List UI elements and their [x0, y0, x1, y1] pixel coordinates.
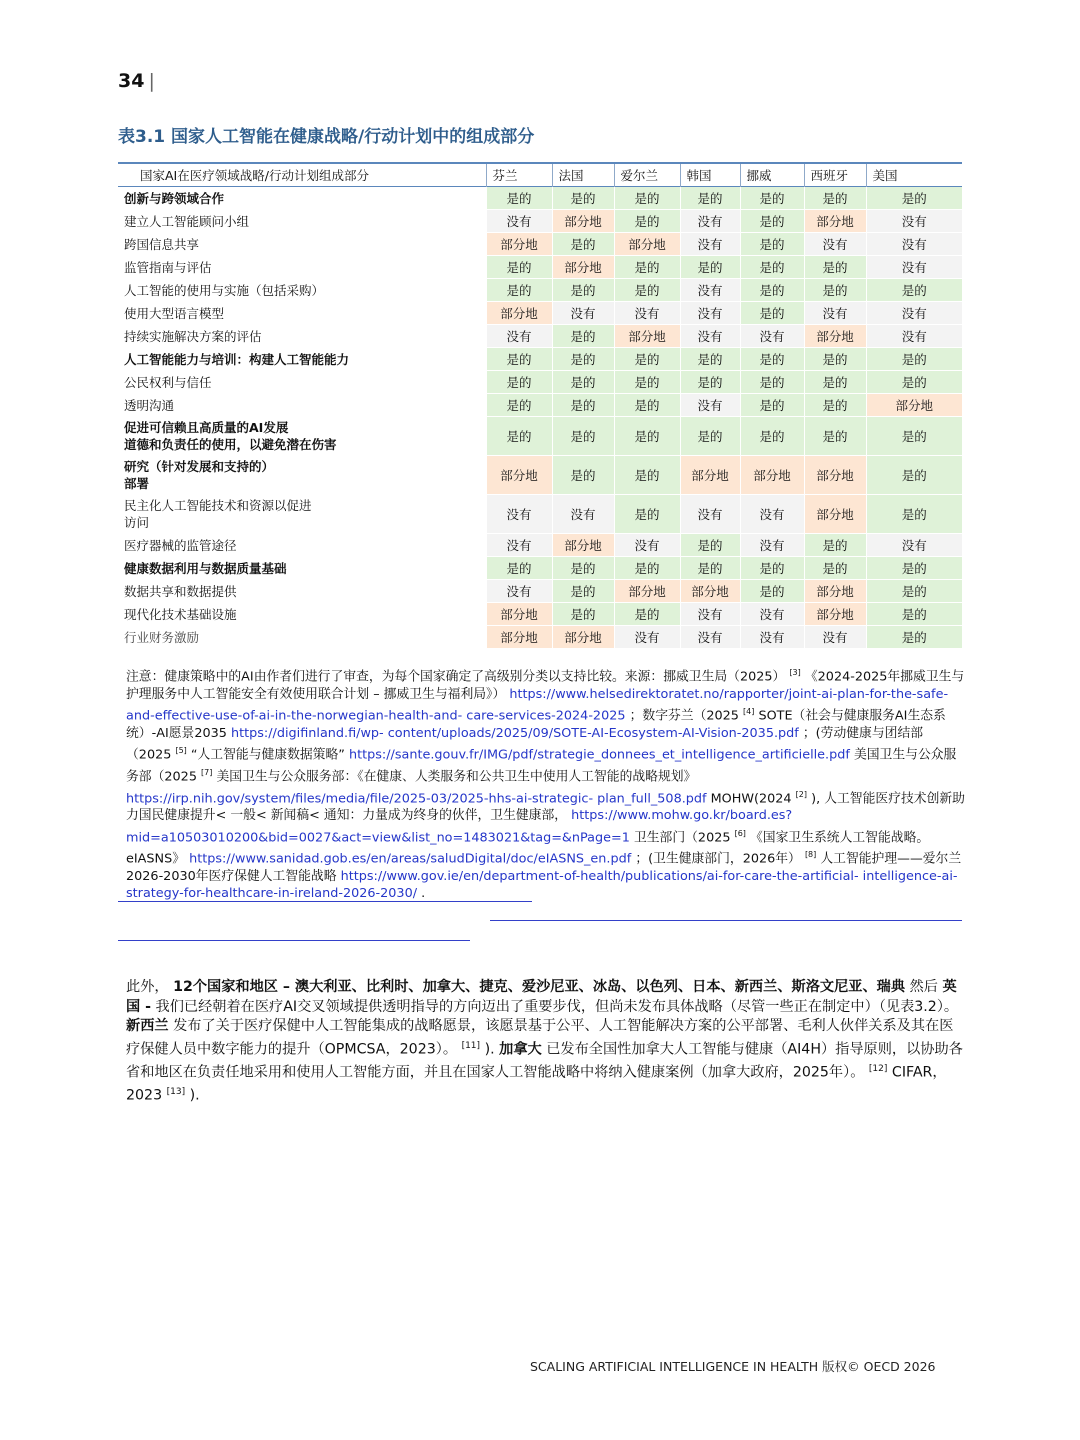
status-cell: 部分地 — [486, 456, 552, 495]
country-header: 芬兰 — [486, 163, 552, 187]
status-cell: 部分地 — [804, 580, 866, 603]
table-row — [118, 256, 962, 279]
status-cell: 是的 — [552, 557, 614, 580]
status-cell: 没有 — [680, 394, 740, 417]
status-cell: 是的 — [866, 626, 962, 649]
status-cell: 部分地 — [804, 325, 866, 348]
status-cell: 部分地 — [804, 210, 866, 233]
divider-line — [118, 901, 532, 902]
status-cell: 是的 — [614, 187, 680, 210]
status-cell: 是的 — [740, 210, 804, 233]
status-cell: 没有 — [486, 325, 552, 348]
status-cell: 是的 — [486, 187, 552, 210]
row-label: 现代化技术基础设施 — [118, 603, 486, 626]
status-cell: 没有 — [740, 626, 804, 649]
status-cell: 没有 — [740, 495, 804, 534]
table-row — [118, 279, 962, 302]
status-cell: 没有 — [486, 534, 552, 557]
status-cell: 是的 — [680, 256, 740, 279]
status-cell: 是的 — [866, 495, 962, 534]
table-row — [118, 626, 962, 649]
status-cell: 是的 — [740, 302, 804, 325]
table-row — [118, 233, 962, 256]
table-row — [118, 603, 962, 626]
status-cell: 部分地 — [486, 302, 552, 325]
source-link[interactable]: https://irp.nih.gov/system/files/media/file/2025-03/2025-hhs-ai-strategic- plan_full_508.pdf — [126, 790, 707, 806]
status-cell: 是的 — [552, 348, 614, 371]
row-label: 医疗器械的监管途径 — [118, 534, 486, 557]
status-cell: 没有 — [740, 603, 804, 626]
status-cell: 部分地 — [804, 603, 866, 626]
status-cell: 部分地 — [552, 626, 614, 649]
status-cell: 没有 — [486, 210, 552, 233]
status-cell: 是的 — [866, 348, 962, 371]
row-label: 数据共享和数据提供 — [118, 580, 486, 603]
table-row — [118, 187, 962, 210]
status-cell: 是的 — [486, 557, 552, 580]
table-row — [118, 210, 962, 233]
status-cell: 是的 — [614, 456, 680, 495]
strategy-table-container — [118, 162, 962, 649]
status-cell: 没有 — [552, 495, 614, 534]
status-cell: 是的 — [866, 580, 962, 603]
status-cell: 是的 — [614, 371, 680, 394]
table-row — [118, 348, 962, 371]
row-label: 创新与跨领域合作 — [118, 187, 486, 210]
status-cell: 部分地 — [614, 580, 680, 603]
status-cell: 没有 — [804, 302, 866, 325]
status-cell: 没有 — [486, 495, 552, 534]
status-cell: 是的 — [740, 417, 804, 456]
row-label: 健康数据利用与数据质量基础 — [118, 557, 486, 580]
row-label: 民主化人工智能技术和资源以促进 访问 — [118, 495, 486, 534]
status-cell: 部分地 — [486, 233, 552, 256]
status-cell: 没有 — [680, 325, 740, 348]
status-cell: 没有 — [680, 302, 740, 325]
country-header: 挪威 — [740, 163, 804, 187]
source-link[interactable]: https://www.mohw.go.kr/board.es?mid=a10503010200&bid=0027&act=view&list_no=1483021&tag=&nPage=1 — [126, 808, 793, 845]
status-cell: 是的 — [614, 256, 680, 279]
status-cell: 没有 — [614, 626, 680, 649]
source-link[interactable]: https://sante.gouv.fr/IMG/pdf/strategie_donnees_et_intelligence_artificielle.pdf — [348, 747, 850, 763]
status-cell: 没有 — [866, 534, 962, 557]
header-label: 国家AI在医疗领域战略/行动计划组成部分 — [140, 168, 369, 183]
table-row — [118, 557, 962, 580]
status-cell: 是的 — [486, 371, 552, 394]
country-header: 韩国 — [680, 163, 740, 187]
status-cell: 没有 — [680, 279, 740, 302]
status-cell: 没有 — [740, 325, 804, 348]
table-row — [118, 456, 962, 495]
status-cell: 是的 — [804, 256, 866, 279]
status-cell: 是的 — [614, 603, 680, 626]
status-cell: 是的 — [614, 279, 680, 302]
country-header: 美国 — [866, 163, 962, 187]
status-cell: 是的 — [740, 348, 804, 371]
status-cell: 是的 — [804, 348, 866, 371]
status-cell: 没有 — [866, 210, 962, 233]
status-cell: 是的 — [804, 534, 866, 557]
table-row — [118, 417, 962, 456]
status-cell: 是的 — [866, 187, 962, 210]
status-cell: 部分地 — [740, 456, 804, 495]
status-cell: 没有 — [680, 626, 740, 649]
status-cell: 部分地 — [614, 233, 680, 256]
table-row — [118, 325, 962, 348]
status-cell: 是的 — [680, 557, 740, 580]
row-label: 跨国信息共享 — [118, 233, 486, 256]
table-body — [118, 187, 962, 649]
table-row — [118, 371, 962, 394]
table-row — [118, 495, 962, 534]
status-cell: 是的 — [740, 557, 804, 580]
table-header-row — [118, 163, 962, 187]
status-cell: 是的 — [552, 279, 614, 302]
strategy-table — [118, 162, 962, 649]
status-cell: 是的 — [804, 279, 866, 302]
status-cell: 是的 — [552, 417, 614, 456]
status-cell: 是的 — [552, 371, 614, 394]
country-header: 法国 — [552, 163, 614, 187]
source-link[interactable]: https://www.gov.ie/en/department-of-health/publications/ai-for-care-the-artificial- intelligence-ai-strategy-for-healthcare-in-ireland-2026-2030/ — [126, 868, 958, 902]
table-row — [118, 580, 962, 603]
page-number: 34 | — [118, 70, 155, 92]
status-cell: 没有 — [740, 534, 804, 557]
status-cell: 没有 — [866, 302, 962, 325]
status-cell: 部分地 — [552, 256, 614, 279]
status-cell: 部分地 — [680, 456, 740, 495]
status-cell: 是的 — [552, 187, 614, 210]
status-cell: 没有 — [552, 302, 614, 325]
status-cell: 部分地 — [804, 495, 866, 534]
row-label: 公民权利与信任 — [118, 371, 486, 394]
status-cell: 是的 — [804, 557, 866, 580]
status-cell: 是的 — [866, 279, 962, 302]
status-cell: 部分地 — [680, 580, 740, 603]
status-cell: 是的 — [740, 233, 804, 256]
row-label: 建立人工智能顾问小组 — [118, 210, 486, 233]
status-cell: 是的 — [866, 456, 962, 495]
status-cell: 部分地 — [866, 394, 962, 417]
status-cell: 是的 — [486, 256, 552, 279]
status-cell: 是的 — [680, 348, 740, 371]
status-cell: 是的 — [552, 233, 614, 256]
status-cell: 没有 — [866, 256, 962, 279]
status-cell: 是的 — [552, 580, 614, 603]
status-cell: 没有 — [804, 233, 866, 256]
table-row — [118, 302, 962, 325]
status-cell: 没有 — [614, 534, 680, 557]
status-cell: 没有 — [680, 210, 740, 233]
country-header: 爱尔兰 — [614, 163, 680, 187]
status-cell: 没有 — [804, 626, 866, 649]
status-cell: 是的 — [680, 371, 740, 394]
page-footer: SCALING ARTIFICIAL INTELLIGENCE IN HEALTH 版权© OECD 2026 — [530, 1359, 936, 1374]
status-cell: 是的 — [614, 210, 680, 233]
status-cell: 是的 — [486, 348, 552, 371]
status-cell: 部分地 — [486, 626, 552, 649]
status-cell: 是的 — [804, 187, 866, 210]
country-header: 西班牙 — [804, 163, 866, 187]
status-cell: 是的 — [486, 279, 552, 302]
status-cell: 没有 — [614, 302, 680, 325]
status-cell: 是的 — [614, 348, 680, 371]
row-label: 使用大型语言模型 — [118, 302, 486, 325]
status-cell: 是的 — [866, 371, 962, 394]
status-cell: 是的 — [552, 603, 614, 626]
table-row — [118, 534, 962, 557]
status-cell: 是的 — [740, 394, 804, 417]
status-cell: 是的 — [804, 371, 866, 394]
row-label: 监管指南与评估 — [118, 256, 486, 279]
status-cell: 是的 — [552, 456, 614, 495]
status-cell: 是的 — [680, 534, 740, 557]
status-cell: 是的 — [486, 394, 552, 417]
status-cell: 是的 — [614, 394, 680, 417]
row-label: 促进可信赖且高质量的AI发展 道德和负责任的使用，以避免潜在伤害 — [118, 417, 486, 456]
status-cell: 是的 — [680, 187, 740, 210]
status-cell: 是的 — [866, 603, 962, 626]
row-label: 人工智能的使用与实施（包括采购） — [118, 279, 486, 302]
status-cell: 没有 — [866, 325, 962, 348]
row-label: 透明沟通 — [118, 394, 486, 417]
status-cell: 是的 — [866, 557, 962, 580]
row-label: 人工智能能力与培训：构建人工智能能力 — [118, 348, 486, 371]
row-label: 研究（针对发展和支持的） 部署 — [118, 456, 486, 495]
status-cell: 没有 — [680, 603, 740, 626]
divider-line — [490, 920, 962, 921]
row-label: 行业财务激励 — [118, 626, 486, 649]
status-cell: 部分地 — [552, 210, 614, 233]
status-cell: 部分地 — [614, 325, 680, 348]
status-cell: 是的 — [486, 417, 552, 456]
table-title: 表3.1 国家人工智能在健康战略/行动计划中的组成部分 — [118, 127, 535, 147]
status-cell: 是的 — [680, 417, 740, 456]
status-cell: 部分地 — [804, 456, 866, 495]
status-cell: 是的 — [740, 187, 804, 210]
status-cell: 是的 — [740, 279, 804, 302]
status-cell: 是的 — [804, 394, 866, 417]
source-link[interactable]: https://www.sanidad.gob.es/en/areas/saludDigital/doc/eIASNS_en.pdf — [189, 851, 632, 867]
status-cell: 是的 — [614, 557, 680, 580]
table-row — [118, 394, 962, 417]
status-cell: 是的 — [740, 371, 804, 394]
status-cell: 没有 — [680, 233, 740, 256]
source-link[interactable]: https://digifinland.fi/wp- content/uploads/2025/09/SOTE-AI-Ecosystem-AI-Vision-2035.pdf — [230, 725, 799, 741]
status-cell: 是的 — [804, 417, 866, 456]
status-cell: 是的 — [614, 495, 680, 534]
status-cell: 部分地 — [486, 603, 552, 626]
status-cell: 没有 — [486, 580, 552, 603]
divider-line — [118, 940, 470, 941]
status-cell: 没有 — [866, 233, 962, 256]
status-cell: 是的 — [614, 417, 680, 456]
status-cell: 是的 — [552, 325, 614, 348]
source-link[interactable]: https://www.helsedirektoratet.no/rapporter/joint-ai-plan-for-the-safe-and-effective-use-of-ai-in-the-norwegian-health-and- care-services-2024-2025 — [126, 686, 949, 724]
status-cell: 是的 — [866, 417, 962, 456]
status-cell: 是的 — [740, 256, 804, 279]
body-paragraph: 此外， 12个国家和地区 – 澳大利亚、比利时、加拿大、捷克、爱沙尼亚、冰岛、以色列、日本、新西兰、斯洛文尼亚、瑞典 然后 英国 - 我们已经朝着在医疗AI交叉领域提供透明指导的方向迈出了重要步伐，但尚未发布具体战略（尽管一些正在制定中）（见表3.2）。 新西兰 发布了关于医疗保健中人工智能集成的战略愿景，该愿景基于公平、人工智能解决方案的公平部署、毛利人伙伴关系及其在医疗保健人员中数字能力的提升（OPMCSA，2023）。 [11] ). 加拿大 已发布全国性加拿大人工智能与健康（AI4H）指导原则，以协助各省和地区在负责任地采用和使用人工智能方面，并且在国家人工智能战略中将纳入健康案例（加拿大政府，2025年）。 [12] CIFAR，2023 [13] ). — [126, 979, 963, 1105]
status-cell: 是的 — [552, 394, 614, 417]
row-label: 持续实施解决方案的评估 — [118, 325, 486, 348]
status-cell: 是的 — [740, 580, 804, 603]
status-cell: 部分地 — [552, 534, 614, 557]
status-cell: 没有 — [680, 495, 740, 534]
table-note: 注意：健康策略中的AI由作者们进行了审查，为每个国家确定了高级别分类以支持比较。来源：挪威卫生局（2025） [3] 《2024-2025年挪威卫生与护理服务中人工智能安全有效使用联合计划 – 挪威卫生与福利局》） https://www.helsedirektoratet.no/rapporter/joint-ai-plan-for-the-safe-and-effective-use-of-ai-in-the-norwegian-health-and- care-services-2024-2025 ；数字芬兰（2025 [4] SOTE（社会与健康服务AI生态系统）-AI愿景2035 https://digifinland.fi/wp- content/uploads/2025/09/SOTE-AI-Ecosystem-AI-Vision-2035.pdf ；(劳动健康与团结部（2025 [5] “人工智能与健康数据策略” https://sante.gouv.fr/IMG/pdf/strategie_donnees_et_intelligence_artificielle.pdf 美国卫生与公众服务部（2025 [7] 美国卫生与公众服务部：《在健康、人类服务和公共卫生中使用人工智能的战略规划》 https://irp.nih.gov/system/files/media/file/2025-03/2025-hhs-ai-strategic- plan_full_508.pdf MOHW(2024 [2] ), 人工智能医疗技术创新助力国民健康提升< 一般< 新闻稿< 通知：力量成为终身的伙伴，卫生健康部， https://www.mohw.go.kr/board.es?mid=a10503010200&bid=0027&act=view&list_no=1483021&tag=&nPage=1 卫生部门（2025 [6] 《国家卫生系统人工智能战略。eIASNS》 https://www.sanidad.gob.es/en/areas/saludDigital/doc/eIASNS_en.pdf ；(卫生健康部门，2026年） [8] 人工智能护理——爱尔兰2026-2030年医疗保健人工智能战略 https://www.gov.ie/en/department-of-health/publications/ai-for-care-the-artificial- intelligence-ai-strategy-for-healthcare-in-ireland-2026-2030/ . — [126, 668, 965, 902]
